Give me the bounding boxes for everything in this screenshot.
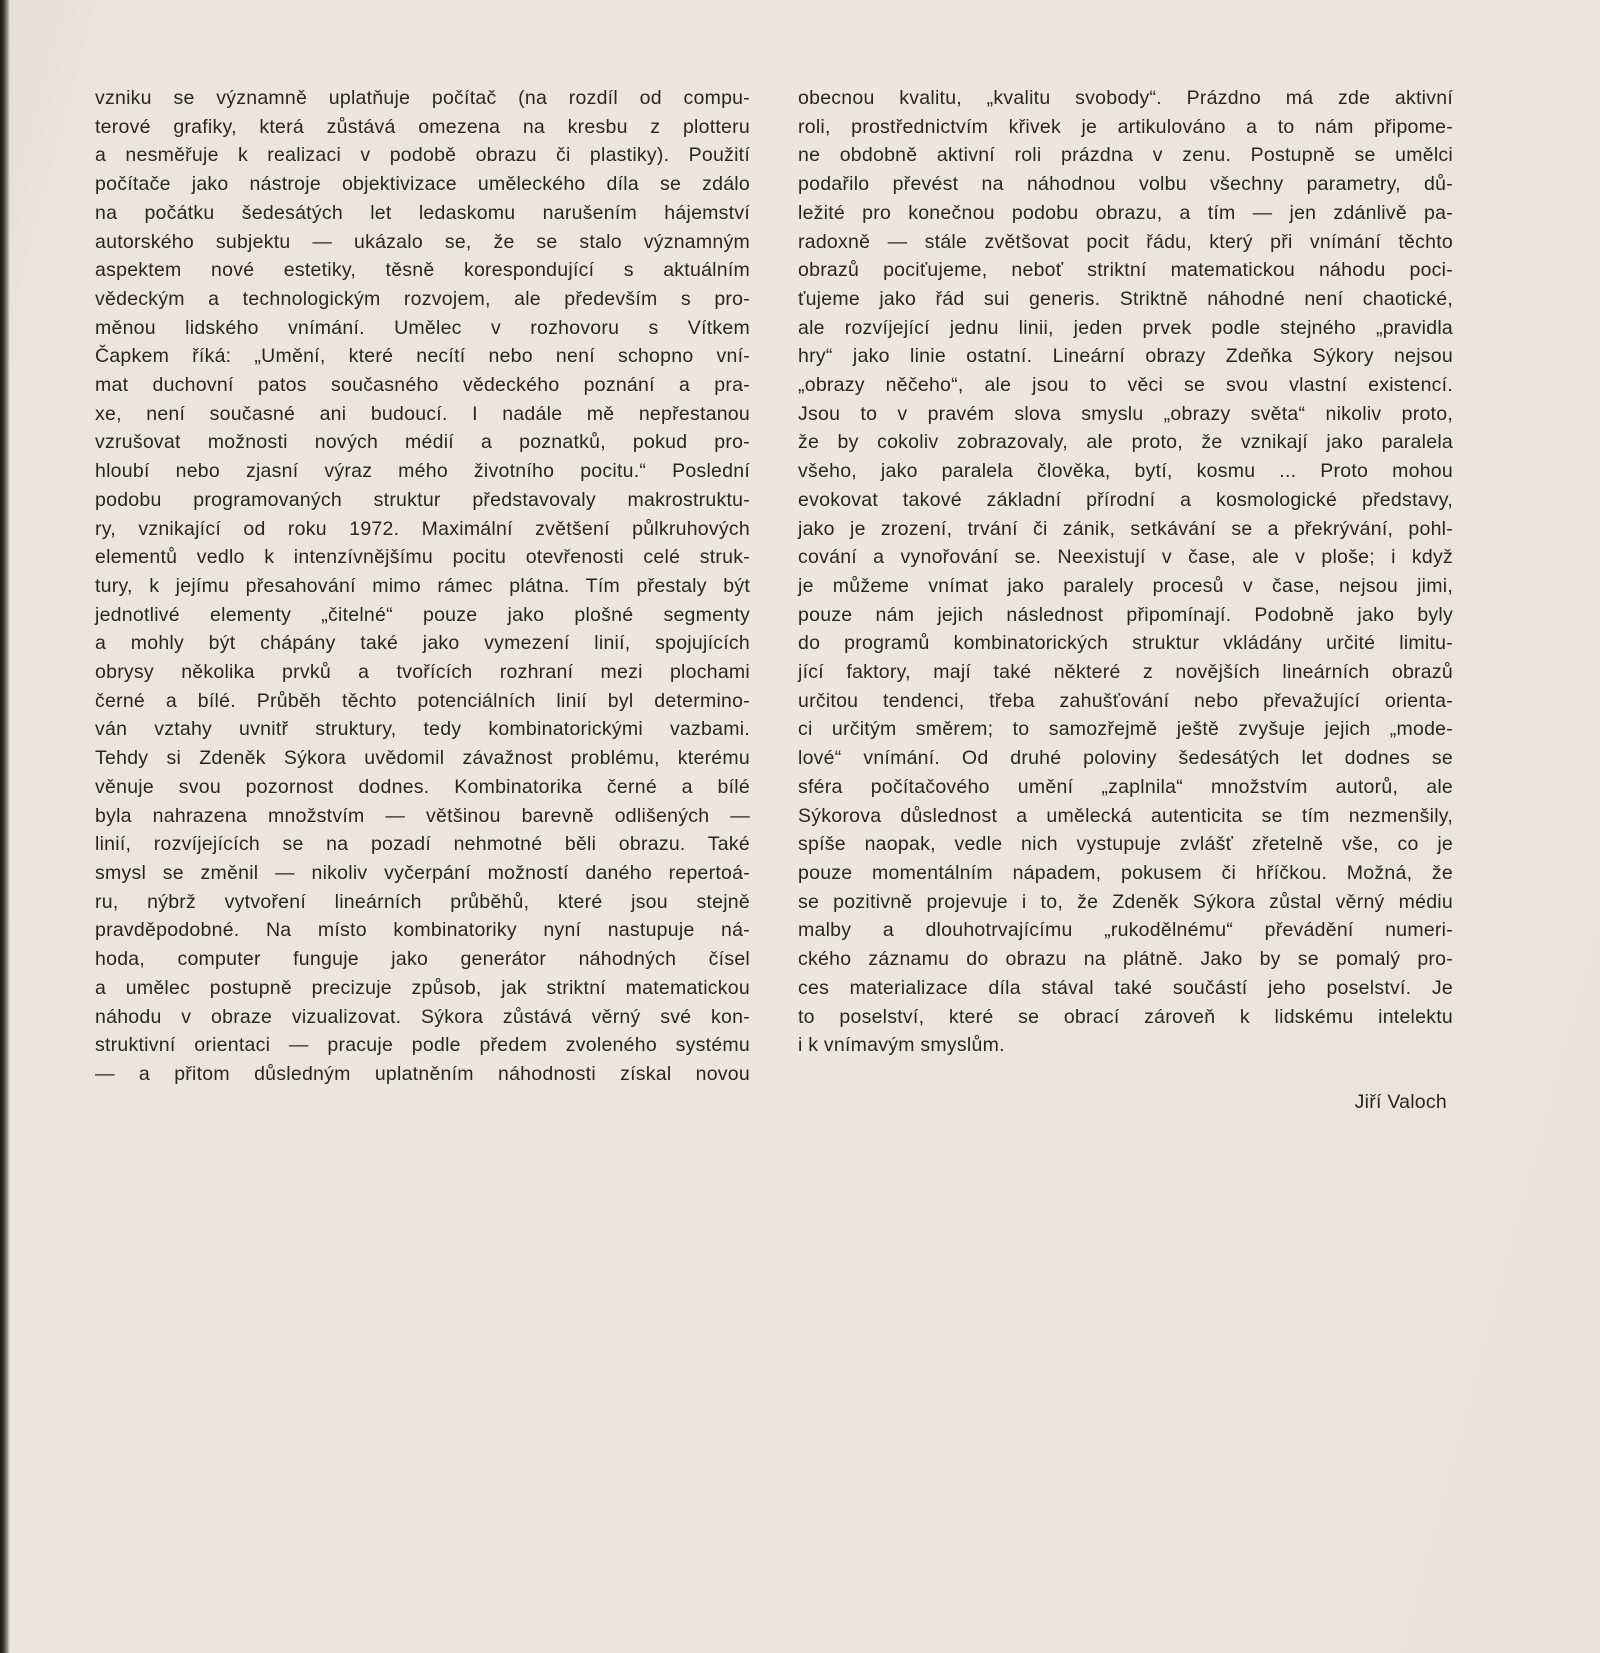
- text-line: hloubí nebo zjasní výraz mého životního pocitu.“ Poslední: [95, 460, 750, 483]
- text-line: pouze nám jejich následnost připomínají. Podobně jako byly: [798, 603, 1453, 626]
- text-line: na počátku šedesátých let ledaskomu narušením hájemství: [95, 201, 750, 224]
- text-line: vzniku se významně uplatňuje počítač (na rozdíl od compu-: [95, 87, 750, 109]
- text-line: jednotlivé elementy „čitelné“ pouze jako plošné segmenty: [95, 603, 750, 626]
- text-line: ťujeme jako řád sui generis. Striktně náhodné není chaotické,: [798, 287, 1453, 310]
- text-line: vědeckým a technologickým rozvojem, ale především s pro-: [95, 287, 750, 310]
- text-line: jako je zrození, trvání či zánik, setkávání se a překrývání, pohl-: [798, 517, 1453, 540]
- text-line: mat duchovní patos současného vědeckého poznání a pra-: [95, 374, 750, 397]
- text-line: je můžeme vnímat jako paralely procesů v čase, nejsou jimi,: [798, 574, 1453, 597]
- text-line: určitou tendenci, třeba zahušťování nebo převažující orienta-: [798, 689, 1453, 712]
- text-line: podařilo převést na náhodnou volbu všechny parametry, dů-: [798, 173, 1453, 196]
- right-column: [798, 84, 1453, 1117]
- text-line: malby a dlouhotrvajícímu „rukodělnému“ převádění numeri-: [798, 919, 1453, 942]
- right-column-text: [798, 84, 1453, 1060]
- text-line: „obrazy něčeho“, ale jsou to věci se svou vlastní existencí.: [798, 374, 1453, 397]
- text-line: hoda, computer funguje jako generátor náhodných čísel: [95, 948, 750, 971]
- text-line: ru, nýbrž vytvoření lineárních průběhů, které jsou stejně: [95, 890, 750, 913]
- text-line: evokovat takové základní přírodní a kosmologické představy,: [798, 488, 1453, 511]
- text-line: obrazů pociťujeme, neboť striktní matematickou náhodu poci-: [798, 259, 1453, 282]
- text-line: Tehdy si Zdeněk Sýkora uvědomil závažnost problému, kterému: [95, 747, 750, 770]
- text-line: Jsou to v pravém slova smyslu „obrazy světa“ nikoliv proto,: [798, 402, 1453, 425]
- text-line: obrysy několika prvků a tvořících rozhraní mezi plochami: [95, 661, 750, 684]
- text-line: počítače jako nástroje objektivizace uměleckého díla se zdálo: [95, 173, 750, 196]
- text-line: měnou lidského vnímání. Umělec v rozhovoru s Vítkem: [95, 316, 750, 339]
- text-line: se pozitivně projevuje i to, že Zdeněk Sýkora zůstal věrný médiu: [798, 890, 1453, 913]
- text-line: že by cokoliv zobrazovaly, ale proto, že vznikají jako paralela: [798, 431, 1453, 454]
- book-spine-edge: [0, 0, 10, 1653]
- text-line: terové grafiky, která zůstává omezena na kresbu z plotteru: [95, 115, 750, 138]
- text-line: ne obdobně aktivní roli prázdna v zenu. Postupně se umělci: [798, 144, 1453, 167]
- text-line: cování a vynořování se. Neexistují v čase, ale v ploše; i když: [798, 546, 1453, 569]
- text-line: ván vztahy uvnitř struktury, tedy kombinatorickými vazbami.: [95, 718, 750, 741]
- text-line: radoxně — stále zvětšovat pocit řádu, který při vnímání těchto: [798, 230, 1453, 253]
- text-line: linií, rozvíjejících se na pozadí nehmotné běli obrazu. Také: [95, 833, 750, 856]
- text-line: ale rozvíjející jednu linii, jeden prvek podle stejného „pravidla: [798, 316, 1453, 339]
- text-line: ležité pro konečnou podobu obrazu, a tím — jen zdánlivě pa-: [798, 201, 1453, 224]
- text-line: a mohly být chápány také jako vymezení linií, spojujících: [95, 632, 750, 655]
- author-signature: Jiří Valoch: [1354, 1090, 1447, 1113]
- text-line: všeho, jako paralela člověka, bytí, kosmu ... Proto mohou: [798, 460, 1453, 483]
- text-columns: [95, 84, 1453, 1117]
- text-line: věnuje svou pozornost dodnes. Kombinatorika černé a bílé: [95, 775, 750, 798]
- text-line: aspektem nové estetiky, těsně korespondující s aktuálním: [95, 259, 750, 282]
- text-line: a umělec postupně precizuje způsob, jak striktní matematickou: [95, 976, 750, 999]
- text-line: pravděpodobné. Na místo kombinatoriky nyní nastupuje ná-: [95, 919, 750, 942]
- text-line: lové“ vnímání. Od druhé poloviny šedesátých let dodnes se: [798, 747, 1453, 770]
- text-line: do programů kombinatorických struktur vkládány určité limitu-: [798, 632, 1453, 655]
- text-line: ci určitým směrem; to samozřejmě ještě zvyšuje jejich „mode-: [798, 718, 1453, 741]
- text-line: smysl se změnil — nikoliv vyčerpání možností daného repertoá-: [95, 861, 750, 884]
- text-line: jící faktory, mají také některé z novějších lineárních obrazů: [798, 661, 1453, 684]
- text-line: — a přitom důsledným uplatněním náhodnosti získal novou: [95, 1062, 750, 1085]
- text-line: ckého záznamu do obrazu na plátně. Jako by se pomalý pro-: [798, 948, 1453, 971]
- text-line: podobu programovaných struktur představovaly makrostruktu-: [95, 488, 750, 511]
- text-line: náhodu v obraze vizualizovat. Sýkora zůstává věrný své kon-: [95, 1005, 750, 1028]
- text-line: roli, prostřednictvím křivek je artikulováno a to nám připome-: [798, 115, 1453, 138]
- text-line: to poselství, které se obrací zároveň k lidskému intelektu: [798, 1005, 1453, 1028]
- text-line: xe, není současné ani budoucí. I nadále mě nepřestanou: [95, 402, 750, 425]
- text-line: Čapkem říká: „Umění, které necítí nebo není schopno vní-: [95, 345, 750, 368]
- text-line: vzrušovat možnosti nových médií a poznatků, pokud pro-: [95, 431, 750, 454]
- text-line: i k vnímavým smyslům.: [798, 1034, 1005, 1057]
- text-line: sféra počítačového umění „zaplnila“ množstvím autorů, ale: [798, 775, 1453, 798]
- text-line: ces materializace díla stával také součástí jeho poselství. Je: [798, 976, 1453, 999]
- text-line: ry, vznikající od roku 1972. Maximální zvětšení půlkruhových: [95, 517, 750, 540]
- text-line: černé a bílé. Průběh těchto potenciálních linií byl determino-: [95, 689, 750, 712]
- text-line: tury, k jejímu přesahování mimo rámec plátna. Tím přestaly být: [95, 574, 750, 597]
- text-line: a nesměřuje k realizaci v podobě obrazu či plastiky). Použití: [95, 144, 750, 167]
- text-line: obecnou kvalitu, „kvalitu svobody“. Prázdno má zde aktivní: [798, 87, 1453, 109]
- text-line: struktivní orientaci — pracuje podle předem zvoleného systému: [95, 1034, 750, 1057]
- left-column: [95, 84, 750, 1117]
- text-line: pouze momentálním nápadem, pokusem či hříčkou. Možná, že: [798, 861, 1453, 884]
- text-line: Sýkorova důslednost a umělecká autenticita se tím nezmenšily,: [798, 804, 1453, 827]
- text-line: elementů vedlo k intenzívnějšímu pocitu otevřenosti celé struk-: [95, 546, 750, 569]
- text-line: autorského subjektu — ukázalo se, že se stalo významným: [95, 230, 750, 253]
- text-line: spíše naopak, vedle nich vystupuje zvlášť zřetelně vše, co je: [798, 833, 1453, 856]
- text-line: byla nahrazena množstvím — většinou barevně odlišených —: [95, 804, 750, 827]
- text-line: hry“ jako linie ostatní. Lineární obrazy Zdeňka Sýkory nejsou: [798, 345, 1453, 368]
